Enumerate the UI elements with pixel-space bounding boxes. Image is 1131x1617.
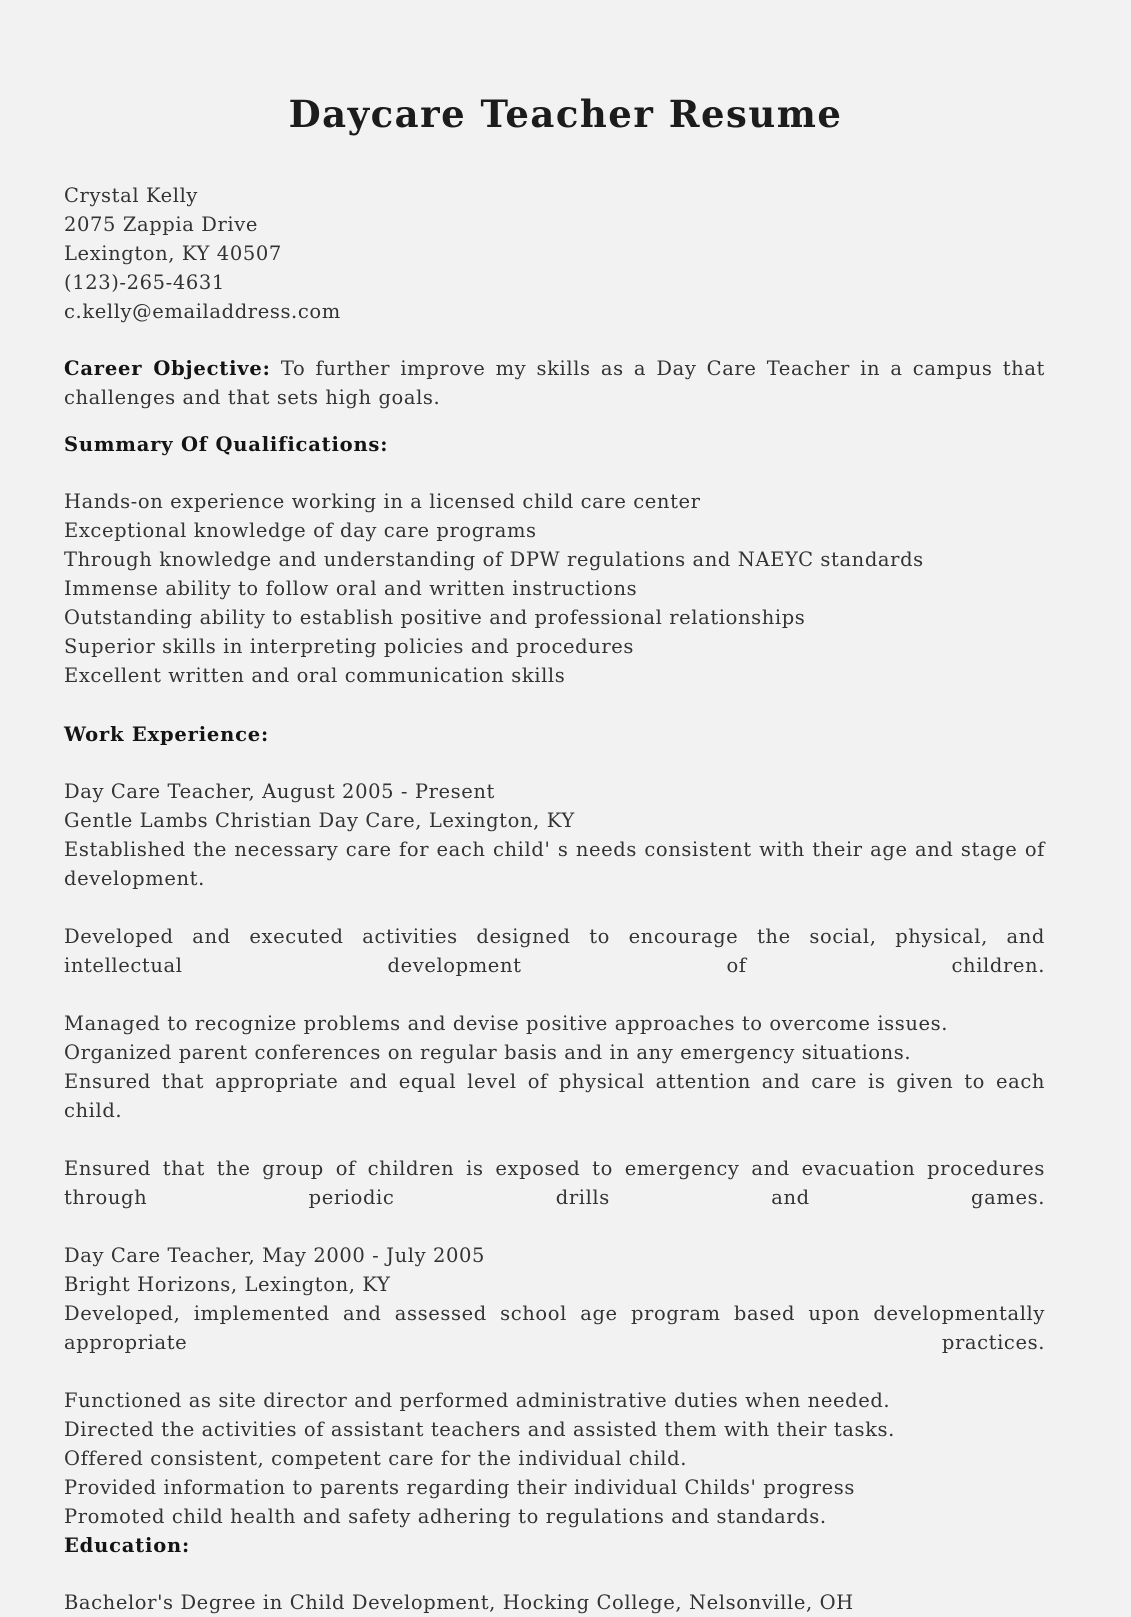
career-objective-paragraph <box>64 354 1045 412</box>
job-duty: Functioned as site director and performed administrative duties when needed. <box>64 1389 891 1412</box>
job-duty: Ensured that the group of children is exposed to emergency and evacuation procedures through periodic drills and games. <box>64 1157 1045 1209</box>
job-entry <box>64 1241 1045 1531</box>
contact-phone: (123)-265-4631 <box>64 271 225 294</box>
summary-list <box>64 487 1045 690</box>
spacer-before-work <box>64 690 1045 720</box>
job-title-dates: Day Care Teacher, August 2005 - Present <box>64 780 495 803</box>
list-item: Excellent written and oral communication skills <box>64 664 566 687</box>
list-item: Bachelor's Degree in Child Development, Hocking College, Nelsonville, OH <box>64 1591 854 1614</box>
contact-email: c.kelly@emailaddress.com <box>64 300 341 323</box>
job-employer-location: Gentle Lambs Christian Day Care, Lexington, KY <box>64 809 575 832</box>
list-item: Through knowledge and understanding of DPW regulations and NAEYC standards <box>64 548 924 571</box>
list-item: Hands-on experience working in a licensed child care center <box>64 490 701 513</box>
job-duty: Developed, implemented and assessed school age program based upon developmentally appropriate practices. <box>64 1302 1045 1354</box>
resume-body <box>64 181 1045 1617</box>
list-item: Immense ability to follow oral and written instructions <box>64 577 638 600</box>
career-objective-text: To further improve my skills as a Day Care Teacher in a campus that challenges and that sets high goals. <box>64 357 1045 409</box>
list-item: Outstanding ability to establish positive and professional relationships <box>64 606 806 629</box>
spacer-after-education-heading <box>64 1560 1045 1588</box>
list-item: Superior skills in interpreting policies and procedures <box>64 635 635 658</box>
job-employer-location: Bright Horizons, Lexington, KY <box>64 1273 391 1296</box>
job-duty: Directed the activities of assistant teachers and assisted them with their tasks. <box>64 1418 895 1441</box>
summary-heading: Summary Of Qualifications: <box>64 433 389 456</box>
list-item: Exceptional knowledge of day care programs <box>64 519 537 542</box>
contact-street: 2075 Zappia Drive <box>64 213 258 236</box>
contact-block <box>64 181 1045 326</box>
job-duty: Established the necessary care for each child' s needs consistent with their age and stage of development. <box>64 838 1045 890</box>
contact-name: Crystal Kelly <box>64 184 199 207</box>
job-duty: Ensured that appropriate and equal level of physical attention and care is given to each child. <box>64 1070 1045 1122</box>
job-title-dates: Day Care Teacher, May 2000 - July 2005 <box>64 1244 486 1267</box>
page-title: Daycare Teacher Resume <box>288 92 843 136</box>
job-duty: Provided information to parents regarding their individual Childs' progress <box>64 1476 855 1499</box>
job-duty: Developed and executed activities designed to encourage the social, physical, and intellectual development of children. <box>64 925 1045 977</box>
spacer-after-contact <box>64 326 1045 354</box>
job-duty: Offered consistent, competent care for the individual child. <box>64 1447 688 1470</box>
spacer-after-objective <box>64 412 1045 430</box>
work-experience-heading: Work Experience: <box>64 723 269 746</box>
spacer-after-summary-heading <box>64 459 1045 487</box>
spacer-after-work-heading <box>64 749 1045 777</box>
job-duty: Promoted child health and safety adhering to regulations and standards. <box>64 1505 827 1528</box>
job-duty: Managed to recognize problems and devise positive approaches to overcome issues. <box>64 1012 949 1035</box>
education-list <box>64 1588 1045 1617</box>
job-duty: Organized parent conferences on regular basis and in any emergency situations. <box>64 1041 912 1064</box>
job-entry <box>64 777 1045 1241</box>
education-heading: Education: <box>64 1534 190 1557</box>
career-objective-heading: Career Objective: <box>64 357 271 380</box>
contact-city-state-zip: Lexington, KY 40507 <box>64 242 282 265</box>
